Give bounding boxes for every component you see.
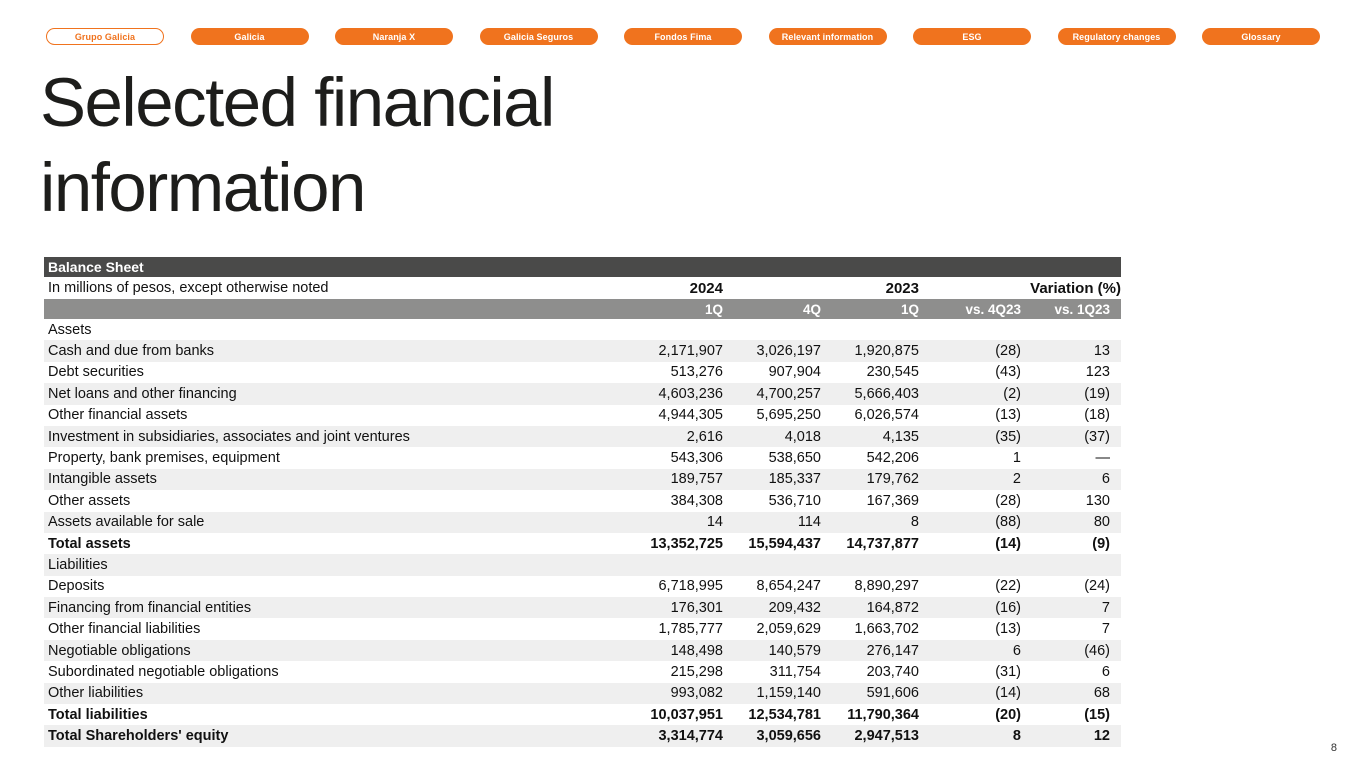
quarter-header-cell: 4Q	[802, 301, 821, 317]
row-label: Net loans and other financing	[48, 385, 237, 402]
row-label: Deposits	[48, 578, 105, 595]
row-value: 12,534,781	[748, 706, 821, 723]
row-value: 209,432	[768, 599, 821, 616]
row-value: 7	[1101, 621, 1110, 638]
row-value: 1,663,702	[854, 621, 919, 638]
row-value: 1,920,875	[854, 343, 919, 360]
row-value: 189,757	[670, 471, 723, 488]
row-value: 167,369	[866, 492, 919, 509]
year-2023-header: 2023	[885, 279, 919, 297]
nav-button-galicia[interactable]: Galicia	[191, 28, 309, 45]
row-value: 1	[1012, 450, 1021, 467]
row-label: Assets	[48, 321, 92, 338]
row-value: 14	[706, 514, 723, 531]
table-row	[44, 383, 1121, 404]
page-title-line2: information	[40, 149, 365, 226]
row-value: 543,306	[670, 450, 723, 467]
row-value: 14,737,877	[846, 535, 919, 552]
row-value: (88)	[995, 514, 1021, 531]
row-value: (28)	[995, 492, 1021, 509]
row-value: (31)	[995, 663, 1021, 680]
quarter-header-cell: vs. 4Q23	[965, 301, 1021, 317]
row-value: (24)	[1084, 578, 1110, 595]
row-value: 148,498	[670, 642, 723, 659]
page-title	[40, 60, 554, 230]
row-value: 536,710	[768, 492, 821, 509]
row-label: Property, bank premises, equipment	[48, 450, 280, 467]
nav-button-grupo-galicia[interactable]: Grupo Galicia	[46, 28, 164, 45]
table-row	[44, 640, 1121, 661]
row-label: Total liabilities	[48, 706, 148, 723]
row-value: 8	[1012, 728, 1021, 745]
table-row	[44, 490, 1121, 511]
row-value: 993,082	[670, 685, 723, 702]
table-row	[44, 362, 1121, 383]
table-row	[44, 340, 1121, 361]
row-label: Negotiable obligations	[48, 642, 191, 659]
table-row	[44, 683, 1121, 704]
row-value: 11,790,364	[847, 706, 919, 723]
row-value: (13)	[995, 407, 1021, 424]
row-value: (43)	[995, 364, 1021, 381]
row-value: 6	[1012, 642, 1021, 659]
row-value: (22)	[995, 578, 1021, 595]
row-label: Other financial assets	[48, 407, 188, 424]
row-value: 8	[910, 514, 919, 531]
row-value: 12	[1093, 728, 1110, 745]
variation-header: Variation (%)	[1030, 279, 1121, 297]
row-value: (18)	[1084, 407, 1110, 424]
row-label: Assets available for sale	[48, 514, 205, 531]
table-body	[44, 319, 1121, 747]
row-value: 5,695,250	[756, 407, 821, 424]
balance-sheet-table	[44, 257, 1121, 747]
table-row	[44, 576, 1121, 597]
row-value: (2)	[1003, 385, 1021, 402]
row-label: Financing from financial entities	[48, 599, 252, 616]
row-value: 176,301	[670, 599, 723, 616]
row-value: 2	[1012, 471, 1021, 488]
row-value: (19)	[1084, 385, 1110, 402]
row-value: 4,018	[784, 428, 821, 445]
table-row	[44, 704, 1121, 725]
table-row	[44, 725, 1121, 746]
row-value: 130	[1085, 492, 1110, 509]
row-label: Total Shareholders' equity	[48, 728, 229, 745]
nav-button-naranja-x[interactable]: Naranja X	[335, 28, 453, 45]
table-row	[44, 447, 1121, 468]
row-value: 384,308	[670, 492, 723, 509]
row-value: (28)	[995, 343, 1021, 360]
table-row	[44, 405, 1121, 426]
table-row	[44, 533, 1121, 554]
table-row	[44, 319, 1121, 340]
quarter-header-row	[44, 299, 1121, 319]
row-label: Subordinated negotiable obligations	[48, 663, 279, 680]
row-value: 2,947,513	[854, 728, 919, 745]
row-label: Investment in subsidiaries, associates and joint ventures	[48, 428, 410, 445]
page-number: 8	[1330, 742, 1337, 754]
nav-button-fondos-fima[interactable]: Fondos Fima	[624, 28, 742, 45]
row-value: 1,159,140	[756, 685, 821, 702]
row-value: (46)	[1084, 642, 1110, 659]
row-value: 538,650	[768, 450, 821, 467]
row-value: 13,352,725	[650, 535, 723, 552]
row-value: 80	[1093, 514, 1110, 531]
row-value: 3,026,197	[756, 343, 821, 360]
table-row	[44, 426, 1121, 447]
nav-button-glossary[interactable]: Glossary	[1202, 28, 1320, 45]
row-value: 4,944,305	[658, 407, 723, 424]
row-value: 591,606	[866, 685, 919, 702]
row-value: 276,147	[866, 642, 919, 659]
row-value: 5,666,403	[854, 385, 919, 402]
quarter-header-cell: vs. 1Q23	[1054, 301, 1110, 317]
row-value: (13)	[995, 621, 1021, 638]
row-value: 6	[1101, 471, 1110, 488]
table-row	[44, 512, 1121, 533]
nav-button-regulatory-changes[interactable]: Regulatory changes	[1058, 28, 1176, 45]
row-value: (35)	[995, 428, 1021, 445]
row-value: 164,872	[866, 599, 919, 616]
row-value: 3,314,774	[658, 728, 723, 745]
row-label: Other assets	[48, 492, 131, 509]
row-value: 140,579	[768, 642, 821, 659]
nav-button-relevant-information[interactable]: Relevant information	[769, 28, 887, 45]
row-value: 542,206	[866, 450, 919, 467]
row-label: Liabilities	[48, 556, 108, 573]
row-value: 4,135	[882, 428, 919, 445]
row-label: Total assets	[48, 535, 131, 552]
table-row	[44, 597, 1121, 618]
row-value: 6	[1101, 663, 1110, 680]
row-value: 4,700,257	[756, 385, 821, 402]
quarter-header-cell: 1Q	[704, 301, 723, 317]
year-2024-header: 2024	[689, 279, 723, 297]
top-nav	[46, 28, 1320, 45]
row-value: 8,890,297	[854, 578, 919, 595]
row-value: 230,545	[866, 364, 919, 381]
nav-button-esg[interactable]: ESG	[913, 28, 1031, 45]
table-header-label: Balance Sheet	[48, 259, 144, 275]
nav-button-galicia-seguros[interactable]: Galicia Seguros	[480, 28, 598, 45]
row-value: 6,026,574	[854, 407, 919, 424]
row-value: (16)	[995, 599, 1021, 616]
row-value: (14)	[995, 685, 1021, 702]
row-value: 2,059,629	[756, 621, 821, 638]
row-value: 311,754	[769, 663, 821, 680]
row-value: 179,762	[866, 471, 919, 488]
table-subtitle: In millions of pesos, except otherwise noted	[48, 280, 329, 296]
row-value: 7	[1101, 599, 1110, 616]
quarter-header-cell: 1Q	[900, 301, 919, 317]
table-row	[44, 554, 1121, 575]
row-value: 185,337	[768, 471, 821, 488]
table-row	[44, 618, 1121, 639]
row-value: (15)	[1084, 706, 1110, 723]
row-value: 6,718,995	[658, 578, 723, 595]
row-value: 13	[1093, 343, 1110, 360]
table-row	[44, 469, 1121, 490]
row-value: 203,740	[866, 663, 919, 680]
row-label: Cash and due from banks	[48, 343, 215, 360]
row-label: Other financial liabilities	[48, 621, 201, 638]
row-value: (9)	[1092, 535, 1110, 552]
table-header-bar	[44, 257, 1121, 277]
row-value: 1,785,777	[658, 621, 723, 638]
row-value: 3,059,656	[756, 728, 821, 745]
row-value: 4,603,236	[658, 385, 723, 402]
row-value: 8,654,247	[756, 578, 821, 595]
row-value: 68	[1093, 685, 1110, 702]
row-value: 114	[797, 514, 821, 531]
row-value: —	[1095, 450, 1110, 467]
row-value: 513,276	[670, 364, 723, 381]
row-label: Intangible assets	[48, 471, 157, 488]
row-value: (20)	[995, 706, 1021, 723]
row-value: 10,037,951	[650, 706, 723, 723]
row-value: 2,616	[686, 428, 723, 445]
page-title-line1: Selected financial	[40, 64, 554, 141]
table-row	[44, 661, 1121, 682]
row-value: 15,594,437	[748, 535, 821, 552]
row-label: Debt securities	[48, 364, 144, 381]
year-header-row	[44, 277, 1121, 299]
row-value: (37)	[1084, 428, 1110, 445]
row-value: 215,298	[670, 663, 723, 680]
row-value: 907,904	[768, 364, 821, 381]
row-value: 123	[1085, 364, 1110, 381]
row-value: 2,171,907	[658, 343, 723, 360]
row-value: (14)	[995, 535, 1021, 552]
row-label: Other liabilities	[48, 685, 144, 702]
